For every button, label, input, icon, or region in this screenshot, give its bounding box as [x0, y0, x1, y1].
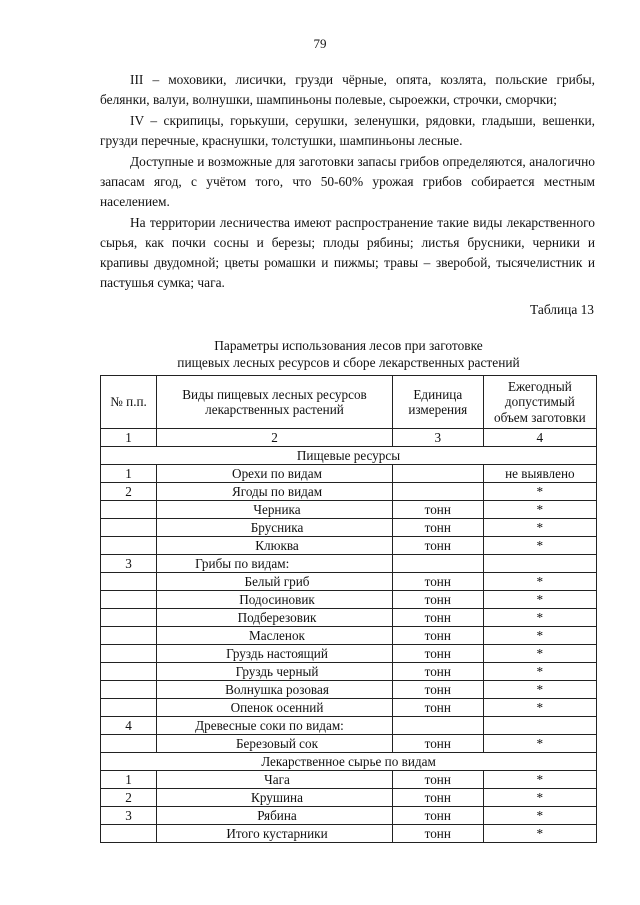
volume-cell: * — [483, 771, 596, 789]
row-number-cell: 2 — [101, 789, 157, 807]
volume-cell: * — [483, 825, 596, 843]
resource-name-cell: Древесные соки по видам: — [157, 717, 393, 735]
resource-name-cell: Подберезовик — [157, 609, 393, 627]
row-number-cell: 4 — [101, 717, 157, 735]
resource-name-cell: Ягоды по видам — [157, 483, 393, 501]
row-number-cell — [101, 735, 157, 753]
section-title: Лекарственное сырье по видам — [101, 753, 597, 771]
resource-name-cell: Брусника — [157, 519, 393, 537]
volume-cell: * — [483, 789, 596, 807]
body-text — [100, 70, 595, 294]
header-number: № п.п. — [101, 376, 157, 429]
section-row-medicinal — [101, 753, 597, 771]
resource-name-cell: Груздь настоящий — [157, 645, 393, 663]
unit-cell: тонн — [392, 627, 483, 645]
table-caption-line: пищевых лесных ресурсов и сборе лекарственных растений — [177, 355, 520, 370]
unit-cell: тонн — [392, 807, 483, 825]
volume-cell: * — [483, 609, 596, 627]
index-cell: 2 — [157, 429, 393, 447]
unit-cell: тонн — [392, 825, 483, 843]
table-row — [101, 573, 597, 591]
volume-cell — [483, 555, 596, 573]
resource-name-cell: Чага — [157, 771, 393, 789]
row-number-cell — [101, 825, 157, 843]
volume-cell: * — [483, 483, 596, 501]
index-cell: 1 — [101, 429, 157, 447]
volume-cell: * — [483, 591, 596, 609]
row-number-cell: 3 — [101, 807, 157, 825]
table-row — [101, 681, 597, 699]
header-resource-type: Виды пищевых лесных ресурсов лекарственных растений — [157, 376, 393, 429]
table-label: Таблица 13 — [530, 302, 594, 317]
resource-name-cell: Березовый сок — [157, 735, 393, 753]
section-title: Пищевые ресурсы — [101, 447, 597, 465]
volume-cell: * — [483, 519, 596, 537]
volume-cell: * — [483, 699, 596, 717]
row-number-cell: 2 — [101, 483, 157, 501]
table-caption-line: Параметры использования лесов при заготовке — [214, 338, 483, 353]
unit-cell: тонн — [392, 735, 483, 753]
table-row — [101, 807, 597, 825]
row-number-cell — [101, 573, 157, 591]
header-annual-volume: Ежегодный допустимый объем заготовки — [483, 376, 596, 429]
paragraph: На территории лесничества имеют распространение такие виды лекарственного сырья, как почки сосны и березы; плоды рябины; листья брусники, черники и крапивы двудомной; цветы ромашки и пижмы; травы – зверобой, тысячелистник и пастушья сумка; чага. — [100, 215, 595, 290]
resource-name-cell: Крушина — [157, 789, 393, 807]
table-row — [101, 591, 597, 609]
row-number-cell: 3 — [101, 555, 157, 573]
table-row — [101, 771, 597, 789]
row-number-cell — [101, 645, 157, 663]
page-number: 79 — [313, 36, 327, 51]
resource-name-cell: Черника — [157, 501, 393, 519]
row-number-cell — [101, 537, 157, 555]
unit-cell — [392, 717, 483, 735]
volume-cell: * — [483, 663, 596, 681]
row-number-cell — [101, 501, 157, 519]
volume-cell: * — [483, 501, 596, 519]
resource-name-cell: Опенок осенний — [157, 699, 393, 717]
unit-cell: тонн — [392, 501, 483, 519]
row-number-cell — [101, 663, 157, 681]
table-row — [101, 735, 597, 753]
row-number-cell — [101, 519, 157, 537]
table-row — [101, 519, 597, 537]
resource-name-cell: Итого кустарники — [157, 825, 393, 843]
unit-cell: тонн — [392, 573, 483, 591]
resource-name-cell: Масленок — [157, 627, 393, 645]
volume-cell: * — [483, 627, 596, 645]
unit-cell: тонн — [392, 663, 483, 681]
table-row — [101, 663, 597, 681]
volume-cell: * — [483, 645, 596, 663]
resource-name-cell: Белый гриб — [157, 573, 393, 591]
table-row — [101, 627, 597, 645]
resource-name-cell: Орехи по видам — [157, 465, 393, 483]
table-body — [101, 429, 597, 843]
table-row — [101, 825, 597, 843]
table-row — [101, 537, 597, 555]
resource-name-cell: Грибы по видам: — [157, 555, 393, 573]
unit-cell — [392, 483, 483, 501]
row-number-cell — [101, 627, 157, 645]
section-row-food — [101, 447, 597, 465]
volume-cell: * — [483, 807, 596, 825]
volume-cell: * — [483, 735, 596, 753]
resources-table — [100, 375, 597, 843]
volume-cell: * — [483, 573, 596, 591]
table-row — [101, 609, 597, 627]
unit-cell: тонн — [392, 789, 483, 807]
table-row — [101, 555, 597, 573]
table-row — [101, 717, 597, 735]
header-unit: Единица измерения — [392, 376, 483, 429]
volume-cell — [483, 717, 596, 735]
resource-name-cell: Подосиновик — [157, 591, 393, 609]
table-row — [101, 789, 597, 807]
index-row — [101, 429, 597, 447]
volume-cell: * — [483, 681, 596, 699]
unit-cell: тонн — [392, 591, 483, 609]
table-row — [101, 483, 597, 501]
unit-cell: тонн — [392, 519, 483, 537]
table-caption — [100, 337, 597, 371]
paragraph: Доступные и возможные для заготовки запасы грибов определяются, аналогично запасам ягод, с учётом того, что 50-60% урожая грибов собирается местным населением. — [100, 154, 595, 209]
row-number-cell — [101, 681, 157, 699]
table-row — [101, 699, 597, 717]
index-cell: 3 — [392, 429, 483, 447]
unit-cell: тонн — [392, 681, 483, 699]
unit-cell — [392, 555, 483, 573]
paragraph: III – моховики, лисички, грузди чёрные, опята, козлята, польские грибы, белянки, валуи, волнушки, шампиньоны полевые, сыроежки, строчки, сморчки; — [100, 72, 595, 107]
row-number-cell — [101, 609, 157, 627]
resource-name-cell: Рябина — [157, 807, 393, 825]
unit-cell — [392, 465, 483, 483]
unit-cell: тонн — [392, 771, 483, 789]
unit-cell: тонн — [392, 609, 483, 627]
index-cell: 4 — [483, 429, 596, 447]
resource-name-cell: Волнушка розовая — [157, 681, 393, 699]
unit-cell: тонн — [392, 537, 483, 555]
row-number-cell — [101, 591, 157, 609]
paragraph: IV – скрипицы, горькуши, серушки, зеленушки, рядовки, гладыши, вешенки, грузди перечные, краснушки, толстушки, шампиньоны лесные. — [100, 113, 595, 148]
row-number-cell: 1 — [101, 465, 157, 483]
unit-cell: тонн — [392, 645, 483, 663]
table-header-row — [101, 376, 597, 429]
unit-cell: тонн — [392, 699, 483, 717]
row-number-cell: 1 — [101, 771, 157, 789]
table-row — [101, 465, 597, 483]
volume-cell: не выявлено — [483, 465, 596, 483]
resource-name-cell: Клюква — [157, 537, 393, 555]
resource-name-cell: Груздь черный — [157, 663, 393, 681]
volume-cell: * — [483, 537, 596, 555]
table-row — [101, 645, 597, 663]
row-number-cell — [101, 699, 157, 717]
table-row — [101, 501, 597, 519]
